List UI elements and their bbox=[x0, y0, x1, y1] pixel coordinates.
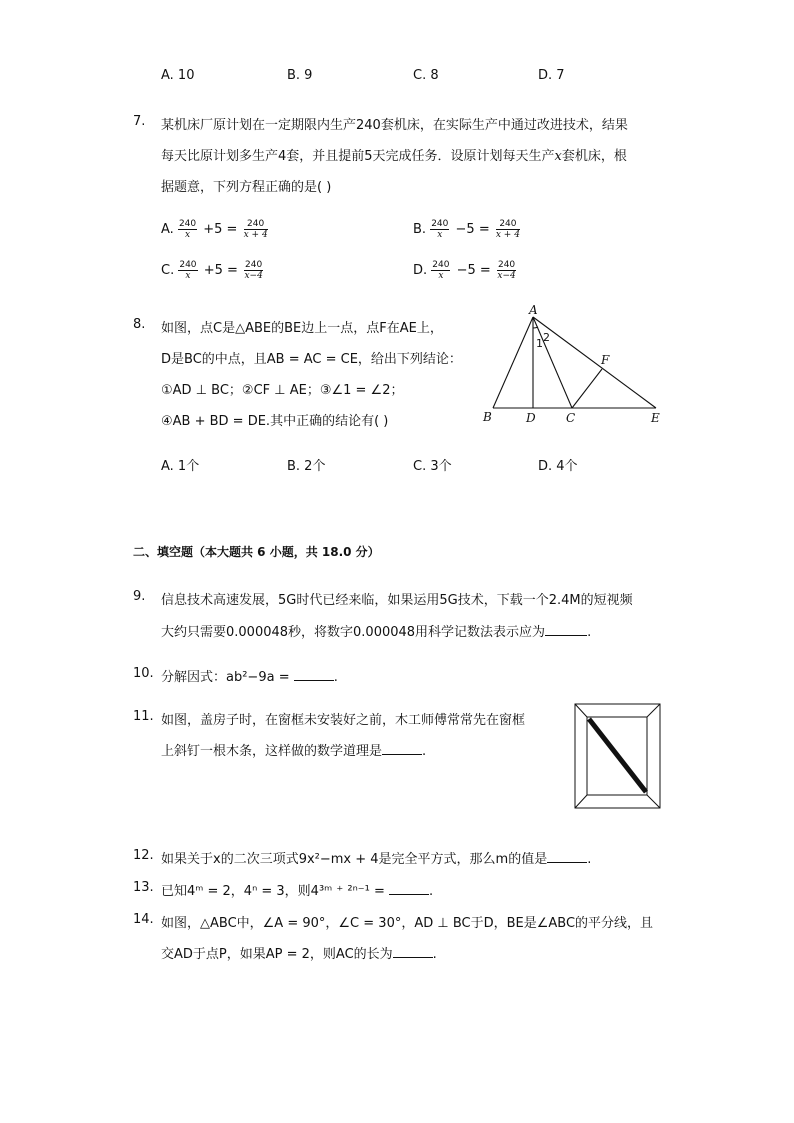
q11-line1: 如图，盖房子时，在窗框未安装好之前，木工师傅常常先在窗框 bbox=[161, 713, 526, 728]
label-e: E bbox=[651, 411, 660, 425]
q8-line4: ④AB + BD = DE.其中正确的结论有( ) bbox=[161, 414, 389, 429]
label-a: A bbox=[529, 303, 538, 317]
q11-number: 11. bbox=[133, 709, 154, 724]
q6-option-c: C. 8 bbox=[413, 68, 439, 83]
q7-number: 7. bbox=[133, 114, 146, 129]
q6-option-d: D. 7 bbox=[538, 68, 565, 83]
q7-option-d: D. $\frac{240}{x}$ −5 = $\frac{240}{x-4}$ bbox=[413, 260, 516, 281]
q12-text: 如果关于x的二次三项式9x²−mx + 4是完全平方式，那么m的值是 . bbox=[161, 852, 592, 867]
q7-option-c: C. $\frac{240}{x}$ +5 = $\frac{240}{x-4}$ bbox=[161, 260, 263, 281]
edge-ae bbox=[533, 317, 656, 408]
q14-line2: 交AD于点P，如果AP = 2，则AC的长为 . bbox=[161, 947, 437, 962]
q10-answer-blank[interactable] bbox=[294, 668, 334, 681]
q8-option-c: C. 3个 bbox=[413, 459, 452, 474]
q14-line1: 如图，△ABC中，∠A = 90°，∠C = 30°，AD ⊥ BC于D，BE是∠ABC的平分线，且 bbox=[161, 916, 654, 931]
label-b: B bbox=[483, 410, 492, 424]
angle-arc bbox=[533, 327, 538, 328]
label-d: D bbox=[526, 411, 536, 425]
q8-triangle-figure bbox=[480, 302, 670, 428]
segment-cf bbox=[572, 369, 602, 408]
segment-ac bbox=[533, 317, 572, 408]
q10-text: 分解因式：ab²−9a = . bbox=[161, 670, 338, 685]
q13-text: 已知4ᵐ = 2，4ⁿ = 3，则4³ᵐ ⁺ ²ⁿ⁻¹ = . bbox=[161, 884, 434, 899]
q12-answer-blank[interactable] bbox=[547, 850, 587, 863]
label-f: F bbox=[601, 353, 610, 367]
q9-line2: 大约只需要0.000048秒，将数字0.000048用科学记数法表示应为 . bbox=[161, 625, 592, 640]
q8-number: 8. bbox=[133, 317, 146, 332]
q7-line2: 每天比原计划多生产4套，并且提前5天完成任务．设原计划每天生产x套机床，根 bbox=[161, 149, 627, 164]
edge-ab bbox=[493, 317, 533, 408]
q13-number: 13. bbox=[133, 880, 154, 895]
q7-line1: 某机床厂原计划在一定期限内生产240套机床，在实际生产中通过改进技术，结果 bbox=[161, 118, 628, 133]
q9-answer-blank[interactable] bbox=[545, 623, 587, 636]
q11-answer-blank[interactable] bbox=[382, 742, 422, 755]
q11-line2: 上斜钉一根木条，这样做的数学道理是 . bbox=[161, 744, 427, 759]
q7-option-b: B. $\frac{240}{x}$ −5 = $\frac{240}{x + 4}$ bbox=[413, 219, 520, 240]
q6-option-a: A. 10 bbox=[161, 68, 195, 83]
label-angle-2: 2 bbox=[543, 331, 550, 344]
q9-number: 9. bbox=[133, 589, 146, 604]
label-angle-1: 1 bbox=[536, 337, 543, 350]
section-heading: 二、填空题（本大题共 6 小题，共 18.0 分） bbox=[133, 545, 380, 559]
label-c: C bbox=[566, 411, 576, 425]
q7-option-a: A. $\frac{240}{x}$ +5 = $\frac{240}{x + 4}$ bbox=[161, 219, 268, 240]
diagonal-wood-strip bbox=[589, 719, 646, 792]
q8-line3: ①AD ⊥ BC；②CF ⊥ AE；③∠1 = ∠2； bbox=[161, 383, 404, 398]
q13-answer-blank[interactable] bbox=[389, 882, 429, 895]
q7-line3: 据题意，下列方程正确的是( ) bbox=[161, 180, 332, 195]
q9-line1: 信息技术高速发展，5G时代已经来临，如果运用5G技术，下载一个2.4M的短视频 bbox=[161, 593, 633, 608]
q8-line1: 如图，点C是△ABE的BE边上一点，点F在AE上， bbox=[161, 321, 443, 336]
q8-line2: D是BC的中点，且AB = AC = CE，给出下列结论： bbox=[161, 352, 462, 367]
q14-number: 14. bbox=[133, 912, 154, 927]
q8-option-b: B. 2个 bbox=[287, 459, 326, 474]
q6-option-b: B. 9 bbox=[287, 68, 313, 83]
q8-option-a: A. 1个 bbox=[161, 459, 200, 474]
q12-number: 12. bbox=[133, 848, 154, 863]
q10-number: 10. bbox=[133, 666, 154, 681]
q14-answer-blank[interactable] bbox=[393, 945, 433, 958]
window-frame-figure bbox=[574, 703, 662, 810]
q8-option-d: D. 4个 bbox=[538, 459, 578, 474]
